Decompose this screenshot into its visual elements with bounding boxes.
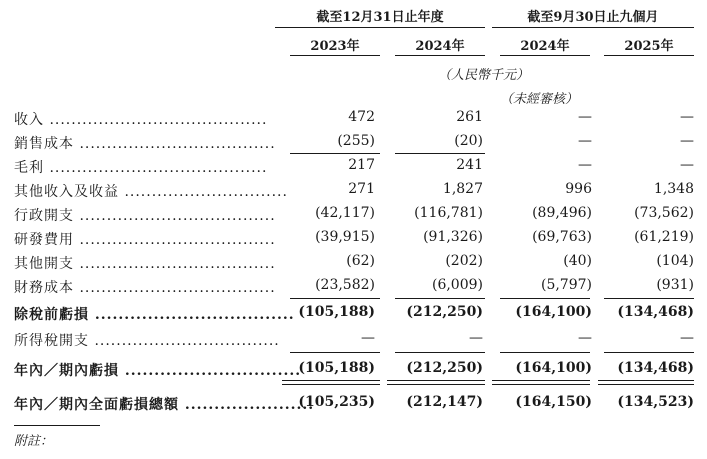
cell-other-income-2025: 1,348 bbox=[653, 181, 694, 197]
row-label-other-expenses: 其他開支 .................................... bbox=[14, 256, 276, 272]
cell-other-income-2023: 271 bbox=[348, 181, 375, 197]
column-header-2024-nine: 2024年 bbox=[520, 39, 570, 54]
subtotal-rule-2 bbox=[395, 153, 485, 154]
cell-other-income-2024-nine: 996 bbox=[565, 181, 592, 197]
group-header-nine-months: 截至9月30日止九個月 bbox=[527, 10, 659, 25]
unaudited-note: （未經審核） bbox=[500, 92, 579, 107]
cell-income-tax-2024: — bbox=[469, 330, 483, 346]
group-header-full-year: 截至12月31日止年度 bbox=[316, 10, 444, 25]
row-label-income-tax: 所得稅開支 .................................. bbox=[14, 333, 280, 349]
column-header-2023: 2023年 bbox=[310, 39, 360, 54]
cell-gross-profit-2024-nine: — bbox=[578, 157, 592, 173]
cell-loss-for-period-2024: (212,250) bbox=[406, 360, 483, 376]
subtotal-rule-3 bbox=[290, 298, 380, 299]
column-underline-2025 bbox=[604, 55, 694, 56]
group-underline-nine-months bbox=[492, 27, 694, 28]
subtotal-rule-9 bbox=[500, 352, 590, 353]
row-label-gross-profit: 毛利 ........................................ bbox=[14, 160, 268, 176]
row-label-revenue: 收入 ........................................ bbox=[14, 112, 268, 128]
cell-gross-profit-2023: 217 bbox=[348, 157, 375, 173]
group-underline-full-year bbox=[275, 27, 485, 28]
cell-loss-for-period-2024-nine: (164,100) bbox=[515, 360, 592, 376]
cell-rnd-expenses-2023: (39,915) bbox=[315, 229, 375, 245]
cell-total-comprehensive-loss-2024: (212,147) bbox=[406, 394, 483, 410]
row-label-finance-costs: 財務成本 .................................... bbox=[14, 280, 276, 296]
cell-loss-before-tax-2023: (105,188) bbox=[298, 304, 375, 320]
total-double-rule-1 bbox=[282, 380, 380, 385]
row-label-loss-for-period: 年內／期內虧損 .............................. bbox=[14, 363, 302, 379]
cell-other-income-2024: 1,827 bbox=[442, 181, 483, 197]
subtotal-rule-8 bbox=[395, 352, 485, 353]
cell-cost-of-sales-2024: (20) bbox=[454, 133, 483, 149]
cell-loss-before-tax-2025: (134,468) bbox=[617, 304, 694, 320]
cell-finance-costs-2024: (6,009) bbox=[431, 277, 483, 293]
cell-gross-profit-2024: 241 bbox=[456, 157, 483, 173]
cell-loss-before-tax-2024: (212,250) bbox=[406, 304, 483, 320]
row-label-loss-before-tax: 除稅前虧損 .................................. bbox=[14, 307, 295, 323]
cell-income-tax-2024-nine: — bbox=[578, 330, 592, 346]
unit-note: （人民幣千元） bbox=[438, 68, 530, 83]
subtotal-rule-6 bbox=[604, 298, 694, 299]
subtotal-rule-10 bbox=[604, 352, 694, 353]
cell-rnd-expenses-2025: (61,219) bbox=[634, 229, 694, 245]
cell-revenue-2024: 261 bbox=[456, 109, 483, 125]
column-header-2024-full: 2024年 bbox=[415, 39, 465, 54]
cell-loss-for-period-2023: (105,188) bbox=[298, 360, 375, 376]
subtotal-rule-7 bbox=[290, 352, 380, 353]
column-underline-2023 bbox=[290, 55, 380, 56]
cell-revenue-2023: 472 bbox=[348, 109, 375, 125]
cell-other-expenses-2024: (202) bbox=[445, 253, 483, 269]
cell-other-expenses-2023: (62) bbox=[346, 253, 375, 269]
column-header-2025: 2025年 bbox=[624, 39, 674, 54]
total-double-rule-3 bbox=[492, 380, 590, 385]
cell-loss-before-tax-2024-nine: (164,100) bbox=[515, 304, 592, 320]
cell-cost-of-sales-2023: (255) bbox=[337, 133, 375, 149]
cell-finance-costs-2023: (23,582) bbox=[315, 277, 375, 293]
cell-income-tax-2025: — bbox=[680, 330, 694, 346]
subtotal-rule-4 bbox=[395, 298, 485, 299]
cell-cost-of-sales-2024-nine: — bbox=[578, 133, 592, 149]
footnote-label: 附註： bbox=[14, 434, 54, 449]
cell-finance-costs-2025: (931) bbox=[656, 277, 694, 293]
cell-revenue-2024-nine: — bbox=[578, 109, 592, 125]
cell-revenue-2025: — bbox=[680, 109, 694, 125]
cell-rnd-expenses-2024-nine: (69,763) bbox=[532, 229, 592, 245]
subtotal-rule-1 bbox=[290, 153, 380, 154]
cell-loss-for-period-2025: (134,468) bbox=[617, 360, 694, 376]
total-double-rule-2 bbox=[387, 380, 485, 385]
cell-total-comprehensive-loss-2023: (105,235) bbox=[298, 394, 375, 410]
cell-admin-expenses-2024: (116,781) bbox=[414, 205, 483, 221]
cell-finance-costs-2024-nine: (5,797) bbox=[540, 277, 592, 293]
column-underline-2024-full bbox=[395, 55, 485, 56]
cell-total-comprehensive-loss-2025: (134,523) bbox=[617, 394, 694, 410]
cell-cost-of-sales-2025: — bbox=[680, 133, 694, 149]
cell-total-comprehensive-loss-2024-nine: (164,150) bbox=[515, 394, 592, 410]
cell-income-tax-2023: — bbox=[361, 330, 375, 346]
row-label-cost-of-sales: 銷售成本 .................................... bbox=[14, 136, 276, 152]
cell-admin-expenses-2025: (73,562) bbox=[634, 205, 694, 221]
total-double-rule-4 bbox=[598, 380, 694, 385]
row-label-total-comprehensive-loss: 年內／期內全面虧損總額 ...................... bbox=[14, 397, 315, 413]
cell-admin-expenses-2023: (42,117) bbox=[315, 205, 375, 221]
footnote-rule bbox=[14, 425, 100, 426]
cell-rnd-expenses-2024: (91,326) bbox=[423, 229, 483, 245]
row-label-other-income: 其他收入及收益 .............................. bbox=[14, 184, 288, 200]
row-label-rnd-expenses: 研發費用 .................................... bbox=[14, 232, 276, 248]
row-label-admin-expenses: 行政開支 .................................... bbox=[14, 208, 276, 224]
cell-admin-expenses-2024-nine: (89,496) bbox=[532, 205, 592, 221]
column-underline-2024-nine bbox=[500, 55, 590, 56]
cell-other-expenses-2025: (104) bbox=[656, 253, 694, 269]
cell-other-expenses-2024-nine: (40) bbox=[563, 253, 592, 269]
cell-gross-profit-2025: — bbox=[680, 157, 694, 173]
subtotal-rule-5 bbox=[500, 298, 590, 299]
